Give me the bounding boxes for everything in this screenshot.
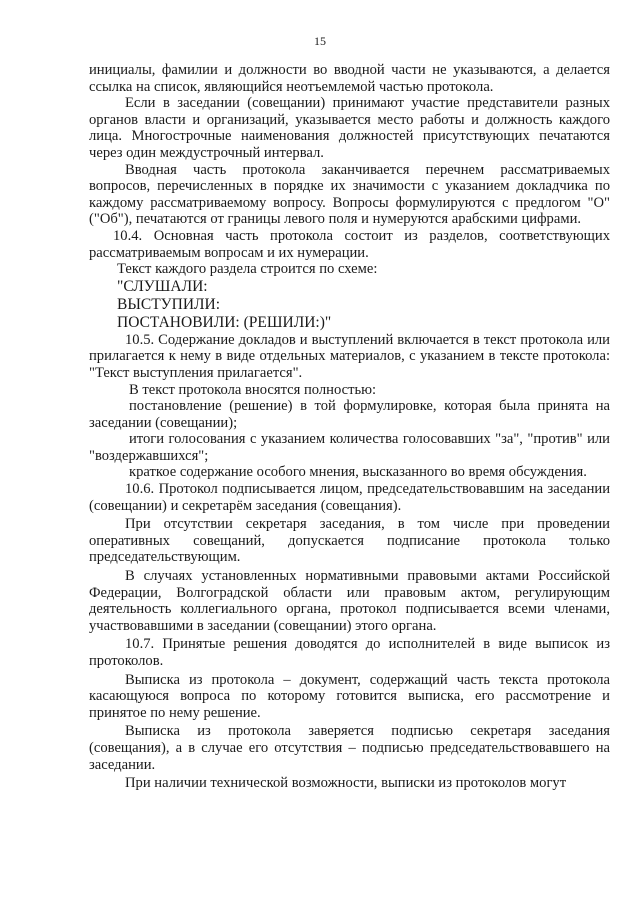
scheme-line: ВЫСТУПИЛИ: [117,295,221,313]
paragraph: Вводная часть протокола заканчивается перечнем рассматриваемых вопросов, перечисленных в порядке их значимости с указанием докладчика по каждому рассматриваемому вопросу. Вопросы формулируются с предлогом "О" ("Об"), печатаются от границы левого поля и нумеруются арабскими цифрами. [89,161,610,228]
document-body [89,62,610,792]
paragraph: 10.5. Содержание докладов и выступлений включается в текст протокола или прилагается к нему в виде отдельных материалов, с указанием в тексте протокола: "Текст выступления прилагается". [89,331,610,381]
scheme-line: "СЛУШАЛИ: [117,277,208,295]
paragraph: 10.6. Протокол подписывается лицом, председательствовавшим на заседании (совещании) и секретарём заседания (совещания). [89,481,610,514]
list-item: краткое содержание особого мнения, высказанного во время обсуждения. [129,464,587,481]
list-item: постановление (решение) в той формулировке, которая была принята на заседании (совещании); [89,398,610,431]
list-item: итоги голосования с указанием количества голосовавших "за", "против" или "воздержавшихся"; [89,431,610,464]
paragraph: инициалы, фамилии и должности во вводной части не указываются, а делается ссылка на список, являющийся неотъемлемой частью протокола. [89,62,610,95]
paragraph: При отсутствии секретаря заседания, в том числе при проведении оперативных совещаний, допускается подписание протокола только председательствующим. [89,516,610,566]
paragraph: В текст протокола вносятся полностью: [129,381,377,398]
paragraph: 10.4. Основная часть протокола состоит из разделов, соответствующих рассматриваемым вопросам и их нумерации. [89,227,610,261]
paragraph: В случаях установленных нормативными правовыми актами Российской Федерации, Волгоградской области или правовым актом, регулирующим деятельность коллегиального органа, протокол подписывается всеми членами, участвовавшими в заседании (совещании) этого органа. [89,568,610,634]
paragraph: При наличии технической возможности, выписки из протоколов могут [125,775,567,792]
paragraph: Выписка из протокола заверяется подписью секретаря заседания (совещания), а в случае его отсутствия – подписью председательствовавшего на заседании. [89,723,610,773]
page-number: 15 [314,34,326,48]
paragraph: 10.7. Принятые решения доводятся до исполнителей в виде выписок из протоколов. [89,636,610,669]
paragraph: Если в заседании (совещании) принимают участие представители разных органов власти и организаций, указывается место работы и должность каждого лица. Многострочные наименования должностей присутствующих печатаются через один междустрочный интервал. [89,95,610,161]
paragraph: Текст каждого раздела строится по схеме: [117,261,378,278]
paragraph: Выписка из протокола – документ, содержащий часть текста протокола касающуюся вопроса по которому готовится выписка, его рассмотрение и принятое по нему решение. [89,671,610,721]
scheme-line: ПОСТАНОВИЛИ: (РЕШИЛИ:)" [117,313,332,331]
